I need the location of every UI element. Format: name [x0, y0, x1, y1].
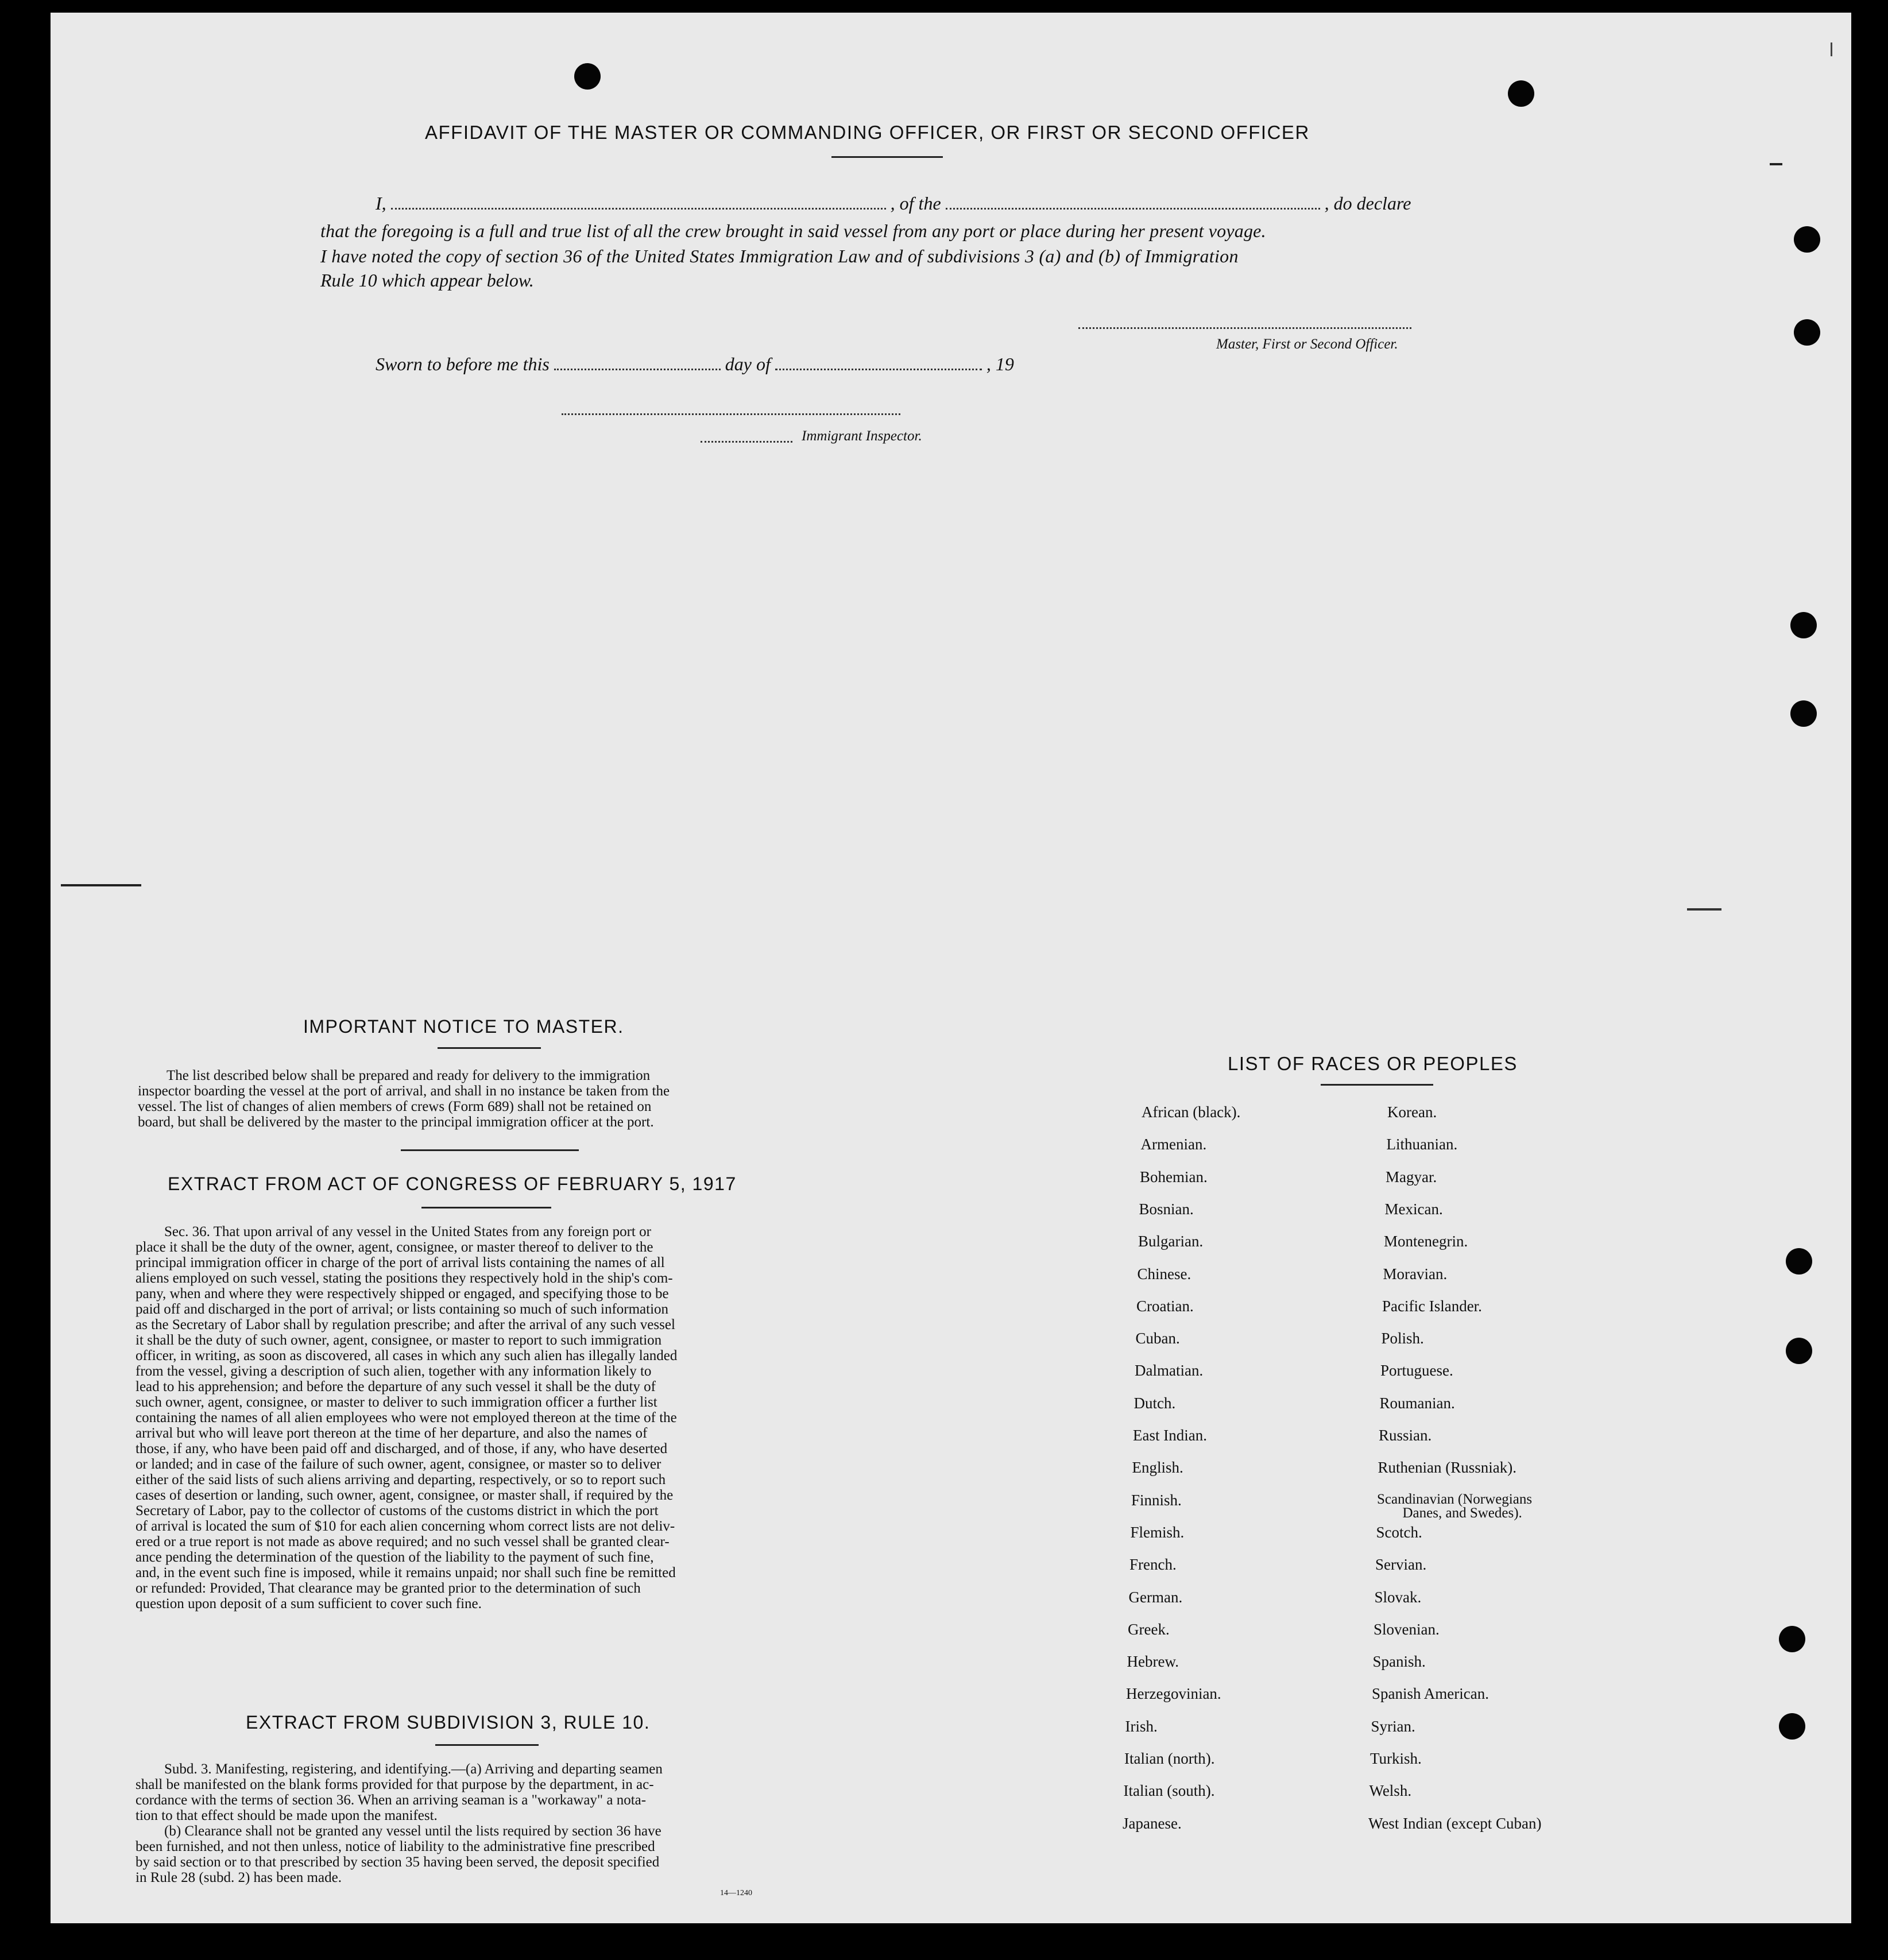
do-declare-label: , do declare	[1324, 193, 1411, 214]
rule-line: cordance with the terms of section 36. When an arriving seaman is a "workaway" a nota-	[136, 1792, 647, 1808]
rule-heading-rule	[435, 1744, 539, 1746]
race-item: Herzegovinian.	[1126, 1685, 1221, 1703]
act-extract-heading: EXTRACT FROM ACT OF CONGRESS OF FEBRUARY 5, 1917	[168, 1173, 737, 1194]
affidavit-text-line-3: Rule 10 which appear below.	[320, 270, 534, 290]
act-line: it shall be the duty of such owner, agent, consignee, or master to report to such immigration	[136, 1333, 662, 1348]
inspector-signature-prefix	[701, 441, 792, 443]
act-line: ered or a true report is not made as above required; and no such vessel shall be granted clear-	[136, 1534, 670, 1550]
race-item: Scotch.	[1376, 1523, 1422, 1541]
section-divider	[401, 1149, 579, 1151]
rule-extract-heading: EXTRACT FROM SUBDIVISION 3, RULE 10.	[246, 1712, 651, 1733]
inspector-label: Immigrant Inspector.	[802, 428, 922, 444]
race-item: Scandinavian (Norwegians	[1377, 1491, 1533, 1507]
race-item: German.	[1128, 1588, 1183, 1606]
notice-heading: IMPORTANT NOTICE TO MASTER.	[303, 1016, 624, 1037]
race-item: Japanese.	[1123, 1814, 1182, 1832]
act-line: or landed; and in case of the failure of such owner, agent, consignee, or master so to deliver	[136, 1457, 661, 1472]
inspector-signature-field[interactable]	[562, 413, 900, 415]
rule-line: Subd. 3. Manifesting, registering, and identifying.—(a) Arriving and departing seamen	[164, 1761, 663, 1777]
race-item: Ruthenian (Russniak).	[1378, 1459, 1516, 1477]
margin-mark	[1831, 42, 1832, 56]
race-item: English.	[1132, 1459, 1183, 1477]
affidavit-text-line-1: that the foregoing is a full and true list of all the crew brought in said vessel from any port or place during her present voyage.	[320, 220, 1266, 241]
of-the-label: , of the	[890, 193, 941, 214]
race-item: Moravian.	[1383, 1265, 1448, 1283]
race-item: Montenegrin.	[1384, 1233, 1468, 1250]
race-item: Turkish.	[1370, 1750, 1422, 1767]
race-item: Italian (north).	[1124, 1750, 1215, 1767]
notice-paragraph	[138, 1068, 833, 1130]
race-item: Servian.	[1375, 1556, 1427, 1574]
act-line: principal immigration officer in charge of the port of arrival lists containing the names of all	[136, 1255, 665, 1270]
race-item: Flemish.	[1130, 1523, 1185, 1541]
race-item: West Indian (except Cuban)	[1368, 1814, 1542, 1832]
rule-line: tion to that effect should be made upon the manifest.	[136, 1808, 438, 1823]
race-item: Bosnian.	[1139, 1200, 1194, 1218]
notice-line: The list described below shall be prepared and ready for delivery to the immigration	[167, 1068, 651, 1083]
act-line: of arrival is located the sum of $10 for each alien concerning whom correct lists are not deliv-	[136, 1519, 675, 1534]
act-line: from the vessel, giving a description of such alien, together with any information likely to	[136, 1364, 652, 1379]
notice-line: board, but shall be delivered by the master to the principal immigration officer at the port.	[138, 1114, 654, 1130]
race-item: Cuban.	[1135, 1330, 1180, 1347]
race-item: Armenian.	[1140, 1136, 1207, 1153]
race-item: Mexican.	[1384, 1200, 1443, 1218]
race-item: African (black).	[1142, 1103, 1241, 1121]
races-heading-rule	[1321, 1084, 1433, 1086]
act-line: ance pending the determination of the question of the liability to the payment of such fine,	[136, 1550, 654, 1565]
binder-hole	[1779, 1626, 1805, 1652]
master-signature-field[interactable]	[1078, 327, 1411, 329]
race-item: Bohemian.	[1140, 1168, 1208, 1186]
act-line: as the Secretary of Labor shall by regulation prescribe; and after the arrival of any such vessel	[136, 1317, 675, 1333]
act-line: such owner, agent, consignee, or master to deliver to such immigration officer a further list	[136, 1395, 657, 1410]
act-line: those, if any, who have been paid off and discharged, and of those, if any, who have deserted	[136, 1441, 668, 1457]
act-extract-paragraph	[136, 1224, 836, 1612]
rule-line: been furnished, and not then unless, notice of liability to the administrative fine prescribed	[136, 1839, 655, 1854]
notice-heading-rule	[438, 1047, 541, 1049]
race-item: Polish.	[1381, 1330, 1424, 1347]
race-item: Danes, and Swedes).	[1402, 1505, 1522, 1521]
act-line: lead to his apprehension; and before the departure of any such vessel it shall be the duty of	[136, 1379, 656, 1395]
act-line: aliens employed on such vessel, stating the positions they respectively hold in the ship's com-	[136, 1270, 673, 1286]
race-item: Magyar.	[1386, 1168, 1437, 1186]
act-line: place it shall be the duty of the owner, agent, consignee, or master thereof to deliver to the	[136, 1239, 653, 1255]
race-item: Syrian.	[1371, 1717, 1415, 1735]
sworn-month-field[interactable]	[775, 363, 982, 370]
act-line: officer, in writing, as soon as discovered, all cases in which any such alien has illegally landed	[136, 1348, 678, 1364]
binder-hole	[1790, 700, 1817, 727]
binder-hole	[1790, 612, 1817, 638]
race-item: Lithuanian.	[1386, 1136, 1458, 1153]
race-item: Russian.	[1379, 1427, 1432, 1444]
notice-line: vessel. The list of changes of alien members of crews (Form 689) shall not be retained on	[138, 1099, 652, 1114]
act-line: paid off and discharged in the port of arrival; or lists containing so much of such information	[136, 1301, 669, 1317]
race-item: Hebrew.	[1127, 1653, 1179, 1671]
race-item: Greek.	[1128, 1620, 1170, 1638]
race-item: East Indian.	[1133, 1427, 1207, 1444]
affidavit-heading-rule	[831, 156, 943, 158]
sworn-day-field[interactable]	[554, 363, 721, 370]
affidavit-declaration-line	[376, 193, 1411, 214]
sworn-line	[376, 354, 1014, 375]
race-item: Slovak.	[1374, 1588, 1422, 1606]
binder-hole	[1794, 319, 1820, 346]
race-item: Irish.	[1125, 1717, 1158, 1735]
document-page	[51, 13, 1851, 1923]
binder-hole	[1508, 80, 1534, 107]
act-line: or refunded: Provided, That clearance may be granted prior to the determination of such	[136, 1581, 641, 1596]
binder-hole	[1779, 1713, 1805, 1740]
race-item: Pacific Islander.	[1382, 1297, 1482, 1315]
act-line: either of the said lists of such aliens arriving and departing, respectively, or so to report such	[136, 1472, 666, 1488]
race-item: Italian (south).	[1123, 1782, 1215, 1800]
margin-mark	[1770, 163, 1782, 165]
affidavit-heading: AFFIDAVIT OF THE MASTER OR COMMANDING OFFICER, OR FIRST OR SECOND OFFICER	[425, 122, 1310, 143]
binder-hole	[1794, 226, 1820, 253]
rule-line: by said section or to that prescribed by section 35 having been served, the deposit specified	[136, 1854, 660, 1870]
race-item: Dalmatian.	[1135, 1362, 1204, 1380]
day-of-label: day of	[725, 354, 771, 374]
race-item: Welsh.	[1369, 1782, 1412, 1800]
act-line: arrival but who will leave port thereon at the time of her departure, and also the names of	[136, 1426, 648, 1441]
officer-name-field[interactable]	[391, 202, 886, 210]
act-line: pany, when and where they were respectively shipped or engaged, and specifying those to be	[136, 1286, 669, 1301]
fold-mark	[1687, 908, 1721, 911]
act-line: Sec. 36. That upon arrival of any vessel in the United States from any foreign port or	[164, 1224, 651, 1239]
fold-mark	[61, 884, 141, 886]
race-item: Dutch.	[1133, 1394, 1176, 1412]
race-item: Portuguese.	[1380, 1362, 1453, 1380]
binder-hole	[1786, 1248, 1812, 1275]
race-item: Chinese.	[1137, 1265, 1191, 1283]
act-line: question upon deposit of a sum sufficient to cover such fine.	[136, 1596, 482, 1612]
race-item: Slovenian.	[1374, 1620, 1440, 1638]
binder-hole	[574, 63, 601, 90]
act-heading-rule	[421, 1207, 551, 1208]
act-line: and, in the event such fine is imposed, while it remains unpaid; nor shall such fine be remitted	[136, 1565, 676, 1581]
rule-line: in Rule 28 (subd. 2) has been made.	[136, 1870, 342, 1885]
act-line: cases of desertion or landing, such owner, agent, consignee, or master shall, if required by the	[136, 1488, 674, 1503]
sworn-label: Sworn to before me this	[376, 354, 550, 374]
binder-hole	[1786, 1338, 1812, 1364]
act-line: containing the names of all alien employees who were not employed thereon at the time of the	[136, 1410, 677, 1426]
race-item: French.	[1129, 1556, 1177, 1574]
vessel-name-field[interactable]	[946, 202, 1320, 210]
race-item: Finnish.	[1131, 1491, 1182, 1509]
rule-extract-paragraph	[136, 1761, 836, 1885]
race-item: Spanish American.	[1372, 1685, 1489, 1703]
i-label: I,	[376, 193, 386, 214]
race-item: Bulgarian.	[1138, 1233, 1204, 1250]
notice-line: inspector boarding the vessel at the port of arrival, and shall in no instance be taken from the	[138, 1083, 670, 1099]
year-prefix: , 19	[986, 354, 1014, 374]
race-item: Spanish.	[1372, 1653, 1426, 1671]
race-item: Korean.	[1387, 1103, 1437, 1121]
form-number: 14—1240	[720, 1889, 752, 1897]
master-signature-label: Master, First or Second Officer.	[1216, 336, 1398, 352]
race-item: Croatian.	[1136, 1297, 1194, 1315]
race-item: Roumanian.	[1379, 1394, 1455, 1412]
affidavit-text-line-2: I have noted the copy of section 36 of the United States Immigration Law and of subdivisions 3 (a) and (b) of Immigration	[320, 246, 1239, 266]
act-line: Secretary of Labor, pay to the collector of customs of the customs district in which the port	[136, 1503, 659, 1519]
rule-line: shall be manifested on the blank forms provided for that purpose by the department, in ac-	[136, 1777, 654, 1792]
races-heading: LIST OF RACES OR PEOPLES	[1228, 1053, 1518, 1074]
rule-line: (b) Clearance shall not be granted any vessel until the lists required by section 36 have	[164, 1823, 661, 1839]
